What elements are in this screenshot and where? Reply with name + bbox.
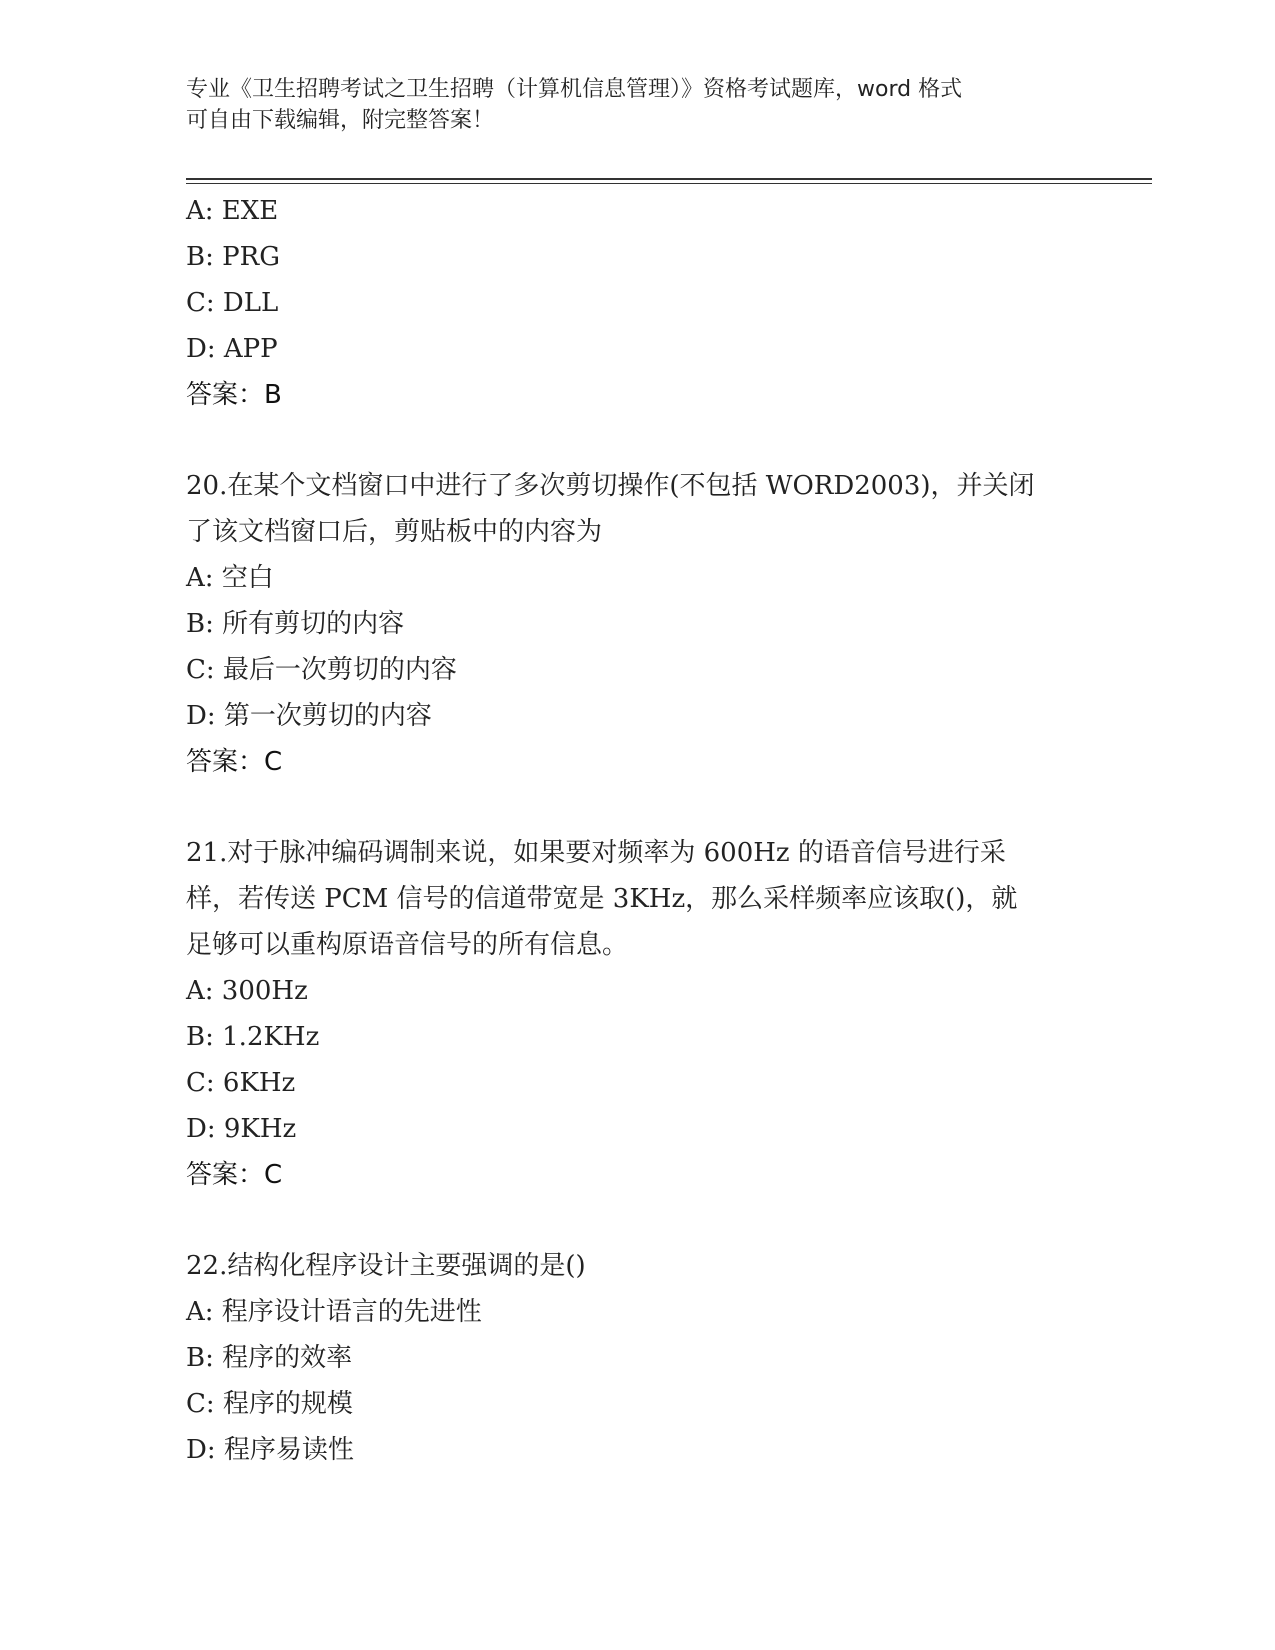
question-text-line: 样，若传送 PCM 信号的信道带宽是 3KHz，那么采样频率应该取()，就 (186, 884, 1018, 914)
question-text-line: 22.结构化程序设计主要强调的是() (186, 1251, 586, 1281)
option-c: C: DLL (186, 288, 279, 318)
option-a: A: EXE (186, 196, 279, 226)
header-divider-thin (186, 183, 1152, 184)
answer: 答案：B (186, 380, 282, 410)
question-text-line: 了该文档窗口后，剪贴板中的内容为 (186, 517, 603, 547)
option-c: C: 最后一次剪切的内容 (186, 655, 457, 685)
option-a: A: 300Hz (186, 976, 308, 1006)
question-text-line: 20.在某个文档窗口中进行了多次剪切操作(不包括 WORD2003)，并关闭 (186, 471, 1035, 501)
question-text-line: 21.对于脉冲编码调制来说，如果要对频率为 600Hz 的语音信号进行采 (186, 838, 1006, 868)
question-list (186, 188, 1106, 1473)
option-d: D: 第一次剪切的内容 (186, 701, 432, 731)
header-divider-thick (186, 178, 1152, 180)
document-header (186, 74, 1086, 136)
question-19 (186, 188, 1106, 418)
header-line-1: 专业《卫生招聘考试之卫生招聘（计算机信息管理）》资格考试题库，word 格式 (186, 77, 963, 102)
question-20 (186, 463, 1106, 785)
answer: 答案：C (186, 747, 283, 777)
question-22 (186, 1243, 1106, 1473)
option-b: B: 所有剪切的内容 (186, 609, 405, 639)
answer: 答案：C (186, 1160, 283, 1190)
option-d: D: APP (186, 334, 278, 364)
option-d: D: 9KHz (186, 1114, 297, 1144)
question-text-line: 足够可以重构原语音信号的所有信息。 (186, 930, 629, 960)
option-b: B: 1.2KHz (186, 1022, 320, 1052)
option-b: B: PRG (186, 242, 280, 272)
option-a: A: 空白 (186, 563, 274, 593)
option-b: B: 程序的效率 (186, 1343, 353, 1373)
option-d: D: 程序易读性 (186, 1435, 354, 1465)
option-c: C: 程序的规模 (186, 1389, 353, 1419)
header-line-2: 可自由下载编辑，附完整答案！ (186, 108, 495, 133)
option-a: A: 程序设计语言的先进性 (186, 1297, 482, 1327)
question-21 (186, 830, 1106, 1198)
option-c: C: 6KHz (186, 1068, 296, 1098)
